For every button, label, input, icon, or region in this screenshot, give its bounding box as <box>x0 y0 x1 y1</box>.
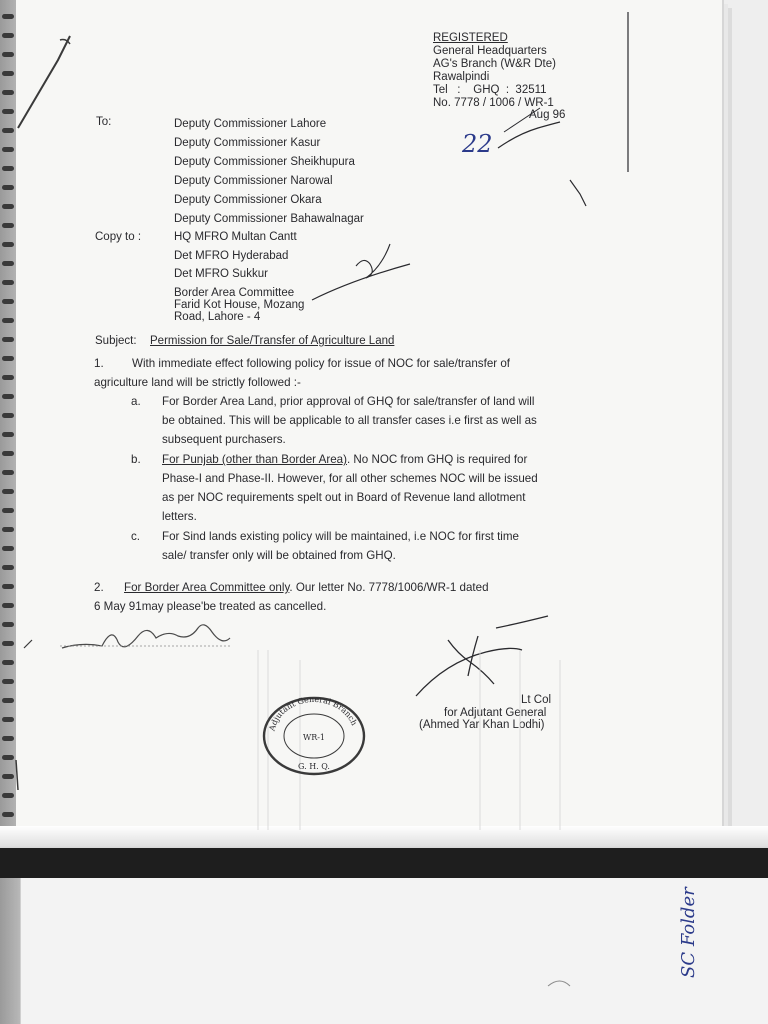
addressee: Deputy Commissioner Narowal <box>174 175 333 187</box>
para2-heading: For Border Area Committee only <box>124 581 290 594</box>
pen-stroke <box>18 36 70 128</box>
item-letter: c. <box>131 530 141 543</box>
item-a-line: be obtained. This will be applicable to all transfer cases i.e first as well as <box>162 414 537 427</box>
letterhead-line: General Headquarters <box>433 45 547 57</box>
item-a-line: For Border Area Land, prior approval of GHQ for sale/transfer of land will <box>162 395 535 408</box>
date-flourish <box>498 122 560 148</box>
signatory-rank: Lt Col <box>521 694 552 706</box>
item-b-line: letters. <box>162 510 197 523</box>
letter-reference-number: No. 7778 / 1006 / WR-1 <box>433 97 554 109</box>
registered-label: REGISTERED <box>433 32 508 44</box>
date-flourish <box>504 108 540 132</box>
copy-recipient: HQ MFRO Multan Cantt <box>174 231 297 243</box>
initial-stroke <box>312 264 410 300</box>
letterhead-line: Tel : GHQ : 32511 <box>433 84 547 96</box>
pen-stroke <box>24 640 32 648</box>
signatory-name: (Ahmed Yar Khan Lodhi) <box>419 719 545 731</box>
item-a-line: subsequent purchasers. <box>162 433 286 446</box>
subject-label: Subject: <box>95 335 137 347</box>
copy-to-label: Copy to : <box>95 231 142 243</box>
item-b-first-line-rest: . No NOC from GHQ is required for <box>346 453 528 466</box>
copy-recipient: Det MFRO Sukkur <box>174 268 268 280</box>
addressee: Deputy Commissioner Lahore <box>174 118 327 130</box>
item-letter: a. <box>131 395 141 408</box>
para2-first-line-rest: . Our letter No. 7778/1006/WR-1 dated <box>289 581 489 594</box>
pen-stroke <box>16 760 18 790</box>
letter-date: Aug 96 <box>529 109 566 121</box>
stamp-bottom-text: G. H. Q. <box>298 762 330 771</box>
addressee: Deputy Commissioner Bahawalnagar <box>174 213 364 225</box>
para1-number: 1. <box>94 357 104 370</box>
letterhead-line: AG's Branch (W&R Dte) <box>433 58 556 70</box>
committee-line: Farid Kot House, Mozang <box>174 299 305 311</box>
item-letter: b. <box>131 453 141 466</box>
para2-line: 6 May 91may please'be treated as cancelled. <box>94 600 327 613</box>
item-b-line: as per NOC requirements spelt out in Board of Revenue land allotment <box>162 491 526 504</box>
item-b-line: Phase-I and Phase-II. However, for all other schemes NOC will be issued <box>162 472 538 485</box>
para1-line: With immediate effect following policy for issue of NOC for sale/transfer of <box>132 357 511 370</box>
committee-line: Road, Lahore - 4 <box>174 311 261 323</box>
stamp-top-text: Adjutant General Branch <box>267 694 359 732</box>
letterhead-line: Rawalpindi <box>433 71 490 83</box>
signatory-for: for Adjutant General <box>444 707 547 719</box>
handwritten-date: 22 <box>462 130 493 158</box>
left-signature <box>62 625 230 648</box>
initial-stroke <box>356 244 390 278</box>
item-b-heading: For Punjab (other than Border Area) <box>162 453 347 466</box>
subject-text: Permission for Sale/Transfer of Agriculture Land <box>150 335 395 347</box>
tick-mark <box>570 180 586 206</box>
para1-line: agriculture land will be strictly followed :- <box>94 376 301 389</box>
bottom-handwritten-note: SC Folder <box>678 887 699 978</box>
addressee: Deputy Commissioner Okara <box>174 194 322 206</box>
para2-number: 2. <box>94 581 104 594</box>
committee-line: Border Area Committee <box>174 287 295 299</box>
addressee: Deputy Commissioner Sheikhupura <box>174 156 355 168</box>
to-label: To: <box>96 116 112 128</box>
faint-mark <box>548 981 570 986</box>
copy-recipient: Det MFRO Hyderabad <box>174 250 289 262</box>
office-stamp <box>258 692 368 776</box>
main-signature <box>416 616 548 696</box>
item-c-line: sale/ transfer only will be obtained from GHQ. <box>162 549 396 562</box>
item-c-line: For Sind lands existing policy will be maintained, i.e NOC for first time <box>162 530 519 543</box>
stamp-center-text: WR-1 <box>302 733 326 742</box>
addressee: Deputy Commissioner Kasur <box>174 137 321 149</box>
